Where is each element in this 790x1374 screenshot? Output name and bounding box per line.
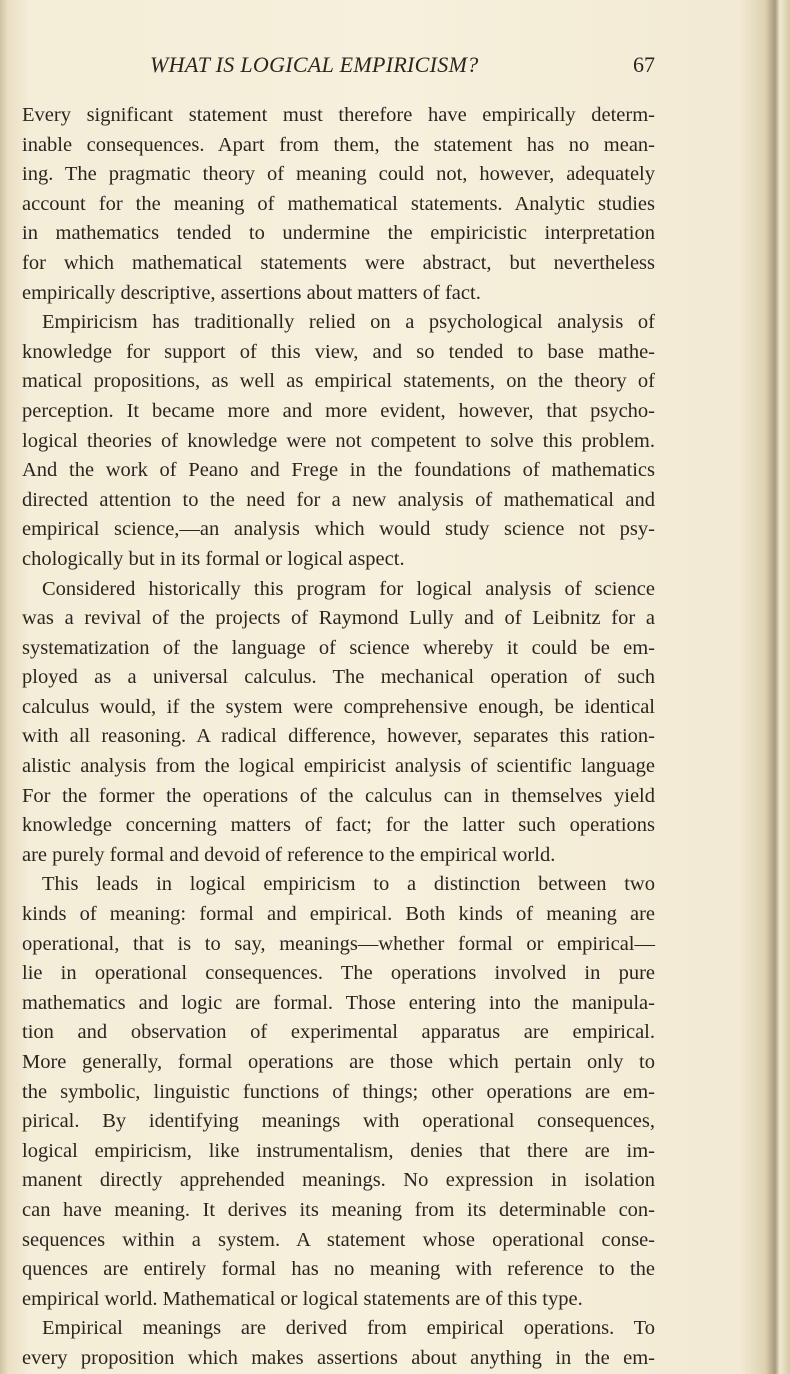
text-line: empirical world. Mathematical or logical statements are of this type. xyxy=(22,1287,583,1310)
text-line: alistic analysis from the logical empiricist analysis of scientific language xyxy=(22,755,655,778)
page-number: 67 xyxy=(633,52,655,77)
text-line: knowledge for support of this view, and so tended to base mathe- xyxy=(22,340,655,363)
text-line: in mathematics tended to undermine the empiricistic interpretation xyxy=(22,222,655,245)
text-line: kinds of meaning: formal and empirical. Both kinds of meaning are xyxy=(22,903,655,926)
text-line: calculus would, if the system were comprehensive enough, be identical xyxy=(22,695,655,718)
text-line: sequences within a system. A statement whose operational conse- xyxy=(22,1228,655,1251)
text-line: every proposition which makes assertions about anything in the em- xyxy=(22,1346,655,1369)
text-line: ing. The pragmatic theory of meaning could not, however, adequately xyxy=(22,163,655,186)
text-line: And the work of Peano and Frege in the foundations of mathematics xyxy=(22,459,655,482)
paragraph xyxy=(22,308,655,574)
text-line: with all reasoning. A radical difference, however, separates this ration- xyxy=(22,725,655,748)
text-line: knowledge concerning matters of fact; for the latter such operations xyxy=(22,814,655,837)
text-line: More generally, formal operations are those which pertain only to xyxy=(22,1051,655,1073)
text-line: the symbolic, linguistic functions of things; other operations are em- xyxy=(22,1080,655,1103)
text-line: For the former the operations of the calculus can in themselves yield xyxy=(22,784,655,807)
text-line: chologically but in its formal or logical aspect. xyxy=(22,547,405,570)
text-line: inable consequences. Apart from them, the statement has no mean- xyxy=(22,133,655,156)
text-line: quences are entirely formal has no meaning with reference to the xyxy=(22,1258,655,1281)
text-line: operational, that is to say, meanings—whether formal or empirical— xyxy=(22,932,655,955)
text-line: empirically descriptive, assertions about matters of fact. xyxy=(22,281,481,304)
text-line: This leads in logical empiricism to a distinction between two xyxy=(42,873,655,896)
text-line: was a revival of the projects of Raymond Lully and of Leibnitz for a xyxy=(22,607,655,630)
paragraph xyxy=(22,1314,655,1373)
text-line: perception. It became more and more evident, however, that psycho- xyxy=(22,399,655,422)
text-line: mathematics and logic are formal. Those entering into the manipula- xyxy=(22,991,655,1014)
paragraph xyxy=(22,101,655,308)
text-line: systematization of the language of science whereby it could be em- xyxy=(22,636,655,659)
body-text xyxy=(22,101,655,1374)
text-line: Every significant statement must therefore have empirically determ- xyxy=(22,104,655,126)
text-line: directed attention to the need for a new analysis of mathematical and xyxy=(22,488,655,511)
text-line: can have meaning. It derives its meaning from its determinable con- xyxy=(22,1198,655,1221)
text-line: Empirical meanings are derived from empirical operations. To xyxy=(42,1317,655,1340)
paragraph xyxy=(22,870,655,1314)
text-line: account for the meaning of mathematical statements. Analytic studies xyxy=(22,192,655,215)
text-line: ployed as a universal calculus. The mechanical operation of such xyxy=(22,666,655,689)
text-line: lie in operational consequences. The operations involved in pure xyxy=(22,962,655,985)
page-header xyxy=(22,52,655,82)
text-line: are purely formal and devoid of reference to the empirical world. xyxy=(22,843,556,866)
text-line: Empiricism has traditionally relied on a psychological analysis of xyxy=(42,311,655,334)
text-line: tion and observation of experimental apparatus are empirical. xyxy=(22,1021,655,1044)
running-title: WHAT IS LOGICAL EMPIRICISM? xyxy=(150,52,479,77)
text-line: pirical. By identifying meanings with operational consequences, xyxy=(22,1110,655,1133)
text-line: manent directly apprehended meanings. No expression in isolation xyxy=(22,1169,655,1192)
text-line: logical empiricism, like instrumentalism, denies that there are im- xyxy=(22,1139,655,1162)
text-line: matical propositions, as well as empirical statements, on the theory of xyxy=(22,370,655,393)
paragraph xyxy=(22,575,655,871)
text-line: logical theories of knowledge were not competent to solve this problem. xyxy=(22,429,655,452)
text-line: for which mathematical statements were abstract, but nevertheless xyxy=(22,251,655,274)
text-line: Considered historically this program for logical analysis of science xyxy=(42,577,655,600)
text-line: empirical science,—an analysis which would study science not psy- xyxy=(22,518,655,541)
